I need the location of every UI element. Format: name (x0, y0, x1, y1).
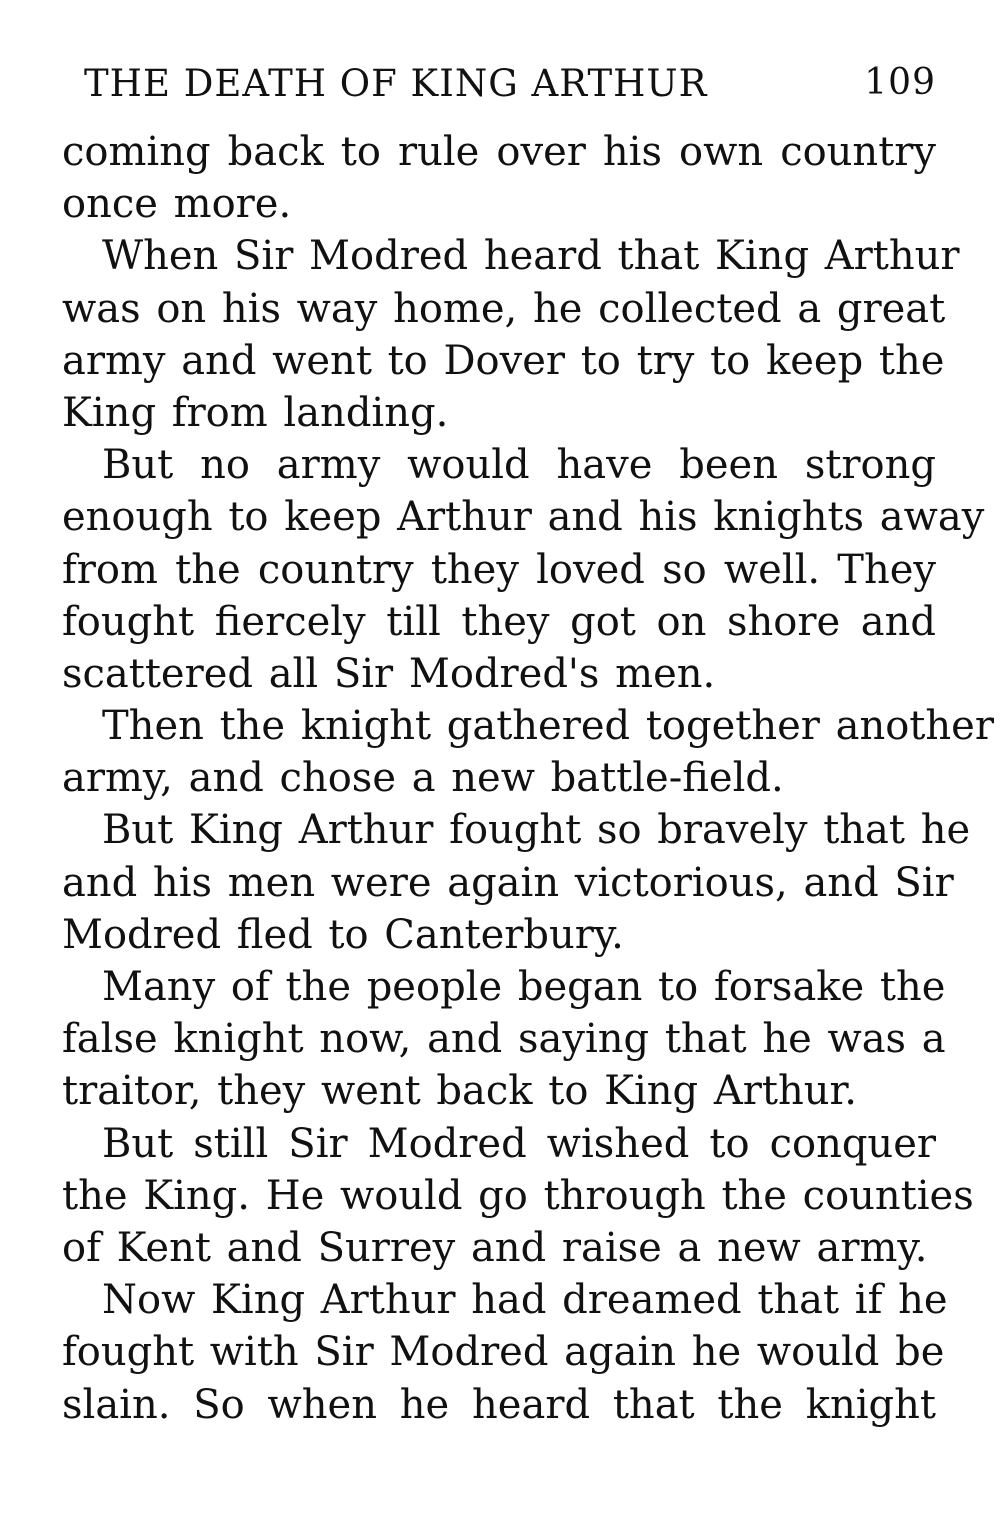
page-number: 109 (864, 62, 936, 103)
text-line: But King Arthur fought so bravely that he (102, 807, 971, 854)
text-line: from the country they loved so well. They (62, 546, 936, 593)
text-line: Modred fled to Canterbury. (62, 911, 624, 958)
body-text (62, 126, 994, 1431)
text-line: army, and chose a new battle-field. (62, 755, 784, 802)
text-line: Then the knight gathered together another (102, 703, 994, 750)
text-line: the King. He would go through the counties (62, 1172, 974, 1219)
text-line: fought fiercely till they got on shore and (62, 598, 936, 645)
text-line: When Sir Modred heard that King Arthur (102, 233, 960, 280)
page-header (64, 62, 936, 112)
text-line: coming back to rule over his own country (62, 129, 936, 175)
text-line: But no army would have been strong (102, 442, 936, 489)
running-title: THE DEATH OF KING ARTHUR (84, 62, 708, 105)
text-line: King from landing. (62, 389, 449, 436)
text-line: and his men were again victorious, and Sir (62, 859, 954, 906)
text-line: Many of the people began to forsake the (102, 964, 946, 1010)
text-line: false knight now, and saying that he was a (62, 1016, 946, 1063)
text-line: Now King Arthur had dreamed that if he (102, 1277, 948, 1324)
text-line: once more. (62, 181, 292, 228)
text-line: slain. So when he heard that the knight (62, 1381, 936, 1428)
text-line: army and went to Dover to try to keep the (62, 337, 945, 384)
text-line: traitor, they went back to King Arthur. (62, 1068, 857, 1115)
text-line: But still Sir Modred wished to conquer (102, 1120, 936, 1167)
text-line: enough to keep Arthur and his knights away (62, 494, 985, 541)
text-line: scattered all Sir Modred's men. (62, 650, 716, 697)
text-line: of Kent and Surrey and raise a new army. (62, 1224, 928, 1271)
text-line: was on his way home, he collected a great (62, 285, 946, 332)
text-line: fought with Sir Modred again he would be (62, 1329, 945, 1376)
